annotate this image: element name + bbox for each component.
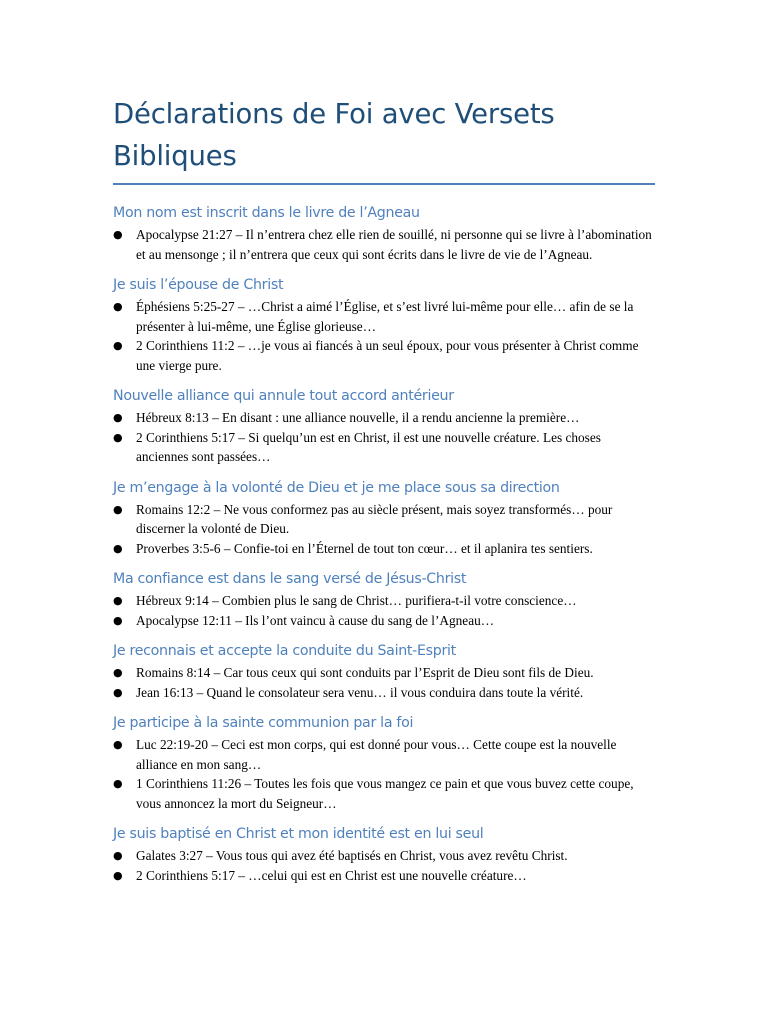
bullet-icon: ● (113, 228, 123, 241)
verse-list (113, 225, 655, 264)
bullet-icon: ● (113, 430, 123, 444)
bullet-icon: ● (113, 300, 123, 313)
bullet-icon: ● (113, 868, 123, 882)
verse-item (113, 866, 655, 886)
verse-text: Jean 16:13 – Quand le consolateur sera venu… il vous conduira dans toute la vérité. (136, 684, 584, 700)
bullet-icon: ● (113, 339, 123, 352)
bullet-icon: ● (113, 777, 123, 790)
verse-item (113, 297, 655, 336)
section-heading: Je m’engage à la volonté de Dieu et je me place sous sa direction (113, 479, 560, 496)
verse-text: Apocalypse 12:11 – Ils l’ont vaincu à cause du sang de l’Agneau… (136, 612, 495, 628)
verse-item (113, 428, 655, 467)
bullet-icon: ● (113, 541, 123, 555)
verse-item (113, 846, 655, 866)
section (113, 641, 655, 702)
verse-text: 2 Corinthiens 5:17 – Si quelqu’un est en Christ, il est une nouvelle créature. Les choses anciennes sont passées… (136, 429, 601, 464)
section (113, 824, 655, 885)
verse-item (113, 225, 655, 264)
bullet-icon: ● (113, 666, 123, 679)
verse-item (113, 500, 655, 539)
section (113, 203, 655, 264)
verse-item (113, 735, 655, 774)
verse-item (113, 663, 655, 683)
section (113, 275, 655, 375)
verse-item (113, 774, 655, 813)
section-heading: Je participe à la sainte communion par la foi (113, 715, 414, 731)
verse-item (113, 408, 655, 428)
verse-text: 1 Corinthiens 11:26 – Toutes les fois que vous mangez ce pain et que vous buvez cette coupe, vous annoncez la mort du Seigneur… (136, 776, 634, 811)
verse-text: Romains 8:14 – Car tous ceux qui sont conduits par l’Esprit de Dieu sont fils de Dieu. (136, 665, 594, 680)
verse-text: Proverbes 3:5-6 – Confie-toi en l’Éternel de tout ton cœur… et il aplanira tes sentiers. (136, 540, 593, 556)
verse-item (113, 336, 655, 375)
document-title: Déclarations de Foi avec Versets Bibliques (113, 98, 555, 172)
section (113, 569, 655, 630)
section-heading: Mon nom est inscrit dans le livre de l’Agneau (113, 205, 420, 221)
bullet-icon: ● (113, 738, 123, 751)
bullet-icon: ● (113, 849, 123, 862)
section (113, 478, 655, 559)
section (113, 386, 655, 467)
verse-text: Hébreux 9:14 – Combien plus le sang de Christ… purifiera-t-il votre conscience… (136, 593, 577, 608)
verse-list (113, 408, 655, 467)
verse-list (113, 500, 655, 559)
verse-text: Apocalypse 21:27 – Il n’entrera chez elle rien de souillé, ni personne qui se livre à l’abomination et au mensonge ; il n’entrera que ceux qui sont écrits dans le livre de vie de l’Agneau. (136, 227, 652, 262)
sections-container (113, 203, 655, 885)
verse-text: Hébreux 8:13 – En disant : une alliance nouvelle, il a rendu ancienne la première… (136, 410, 580, 425)
section-heading: Je suis baptisé en Christ et mon identité est en lui seul (113, 826, 484, 842)
bullet-icon: ● (113, 502, 123, 516)
verse-item (113, 683, 655, 703)
verse-text: Galates 3:27 – Vous tous qui avez été baptisés en Christ, vous avez revêtu Christ. (136, 848, 568, 863)
bullet-icon: ● (113, 685, 123, 699)
bullet-icon: ● (113, 594, 123, 607)
verse-item (113, 539, 655, 559)
section (113, 713, 655, 813)
section-heading: Nouvelle alliance qui annule tout accord antérieur (113, 388, 454, 404)
verse-text: Éphésiens 5:25-27 – …Christ a aimé l’Église, et s’est livré lui-même pour elle… afin de se la présenter à lui-même, une Église glorieuse… (136, 299, 634, 334)
verse-list (113, 735, 655, 813)
title-divider (113, 183, 655, 185)
verse-list (113, 297, 655, 375)
bullet-icon: ● (113, 411, 123, 424)
verse-item (113, 611, 655, 631)
bullet-icon: ● (113, 613, 123, 627)
verse-item (113, 591, 655, 611)
verse-list (113, 663, 655, 702)
section-heading: Je reconnais et accepte la conduite du Saint-Esprit (113, 643, 456, 659)
section-heading: Ma confiance est dans le sang versé de Jésus-Christ (113, 571, 467, 587)
verse-list (113, 591, 655, 630)
section-heading: Je suis l’épouse de Christ (113, 277, 284, 293)
verse-list (113, 846, 655, 885)
verse-text: Luc 22:19-20 – Ceci est mon corps, qui est donné pour vous… Cette coupe est la nouvelle alliance en mon sang… (136, 737, 617, 772)
verse-text: Romains 12:2 – Ne vous conformez pas au siècle présent, mais soyez transformés… pour discerner la volonté de Dieu. (136, 501, 613, 536)
verse-text: 2 Corinthiens 5:17 – …celui qui est en Christ est une nouvelle créature… (136, 867, 527, 883)
document-page (113, 93, 655, 896)
verse-text: 2 Corinthiens 11:2 – …je vous ai fiancés à un seul époux, pour vous présenter à Christ comme une vierge pure. (136, 338, 639, 373)
